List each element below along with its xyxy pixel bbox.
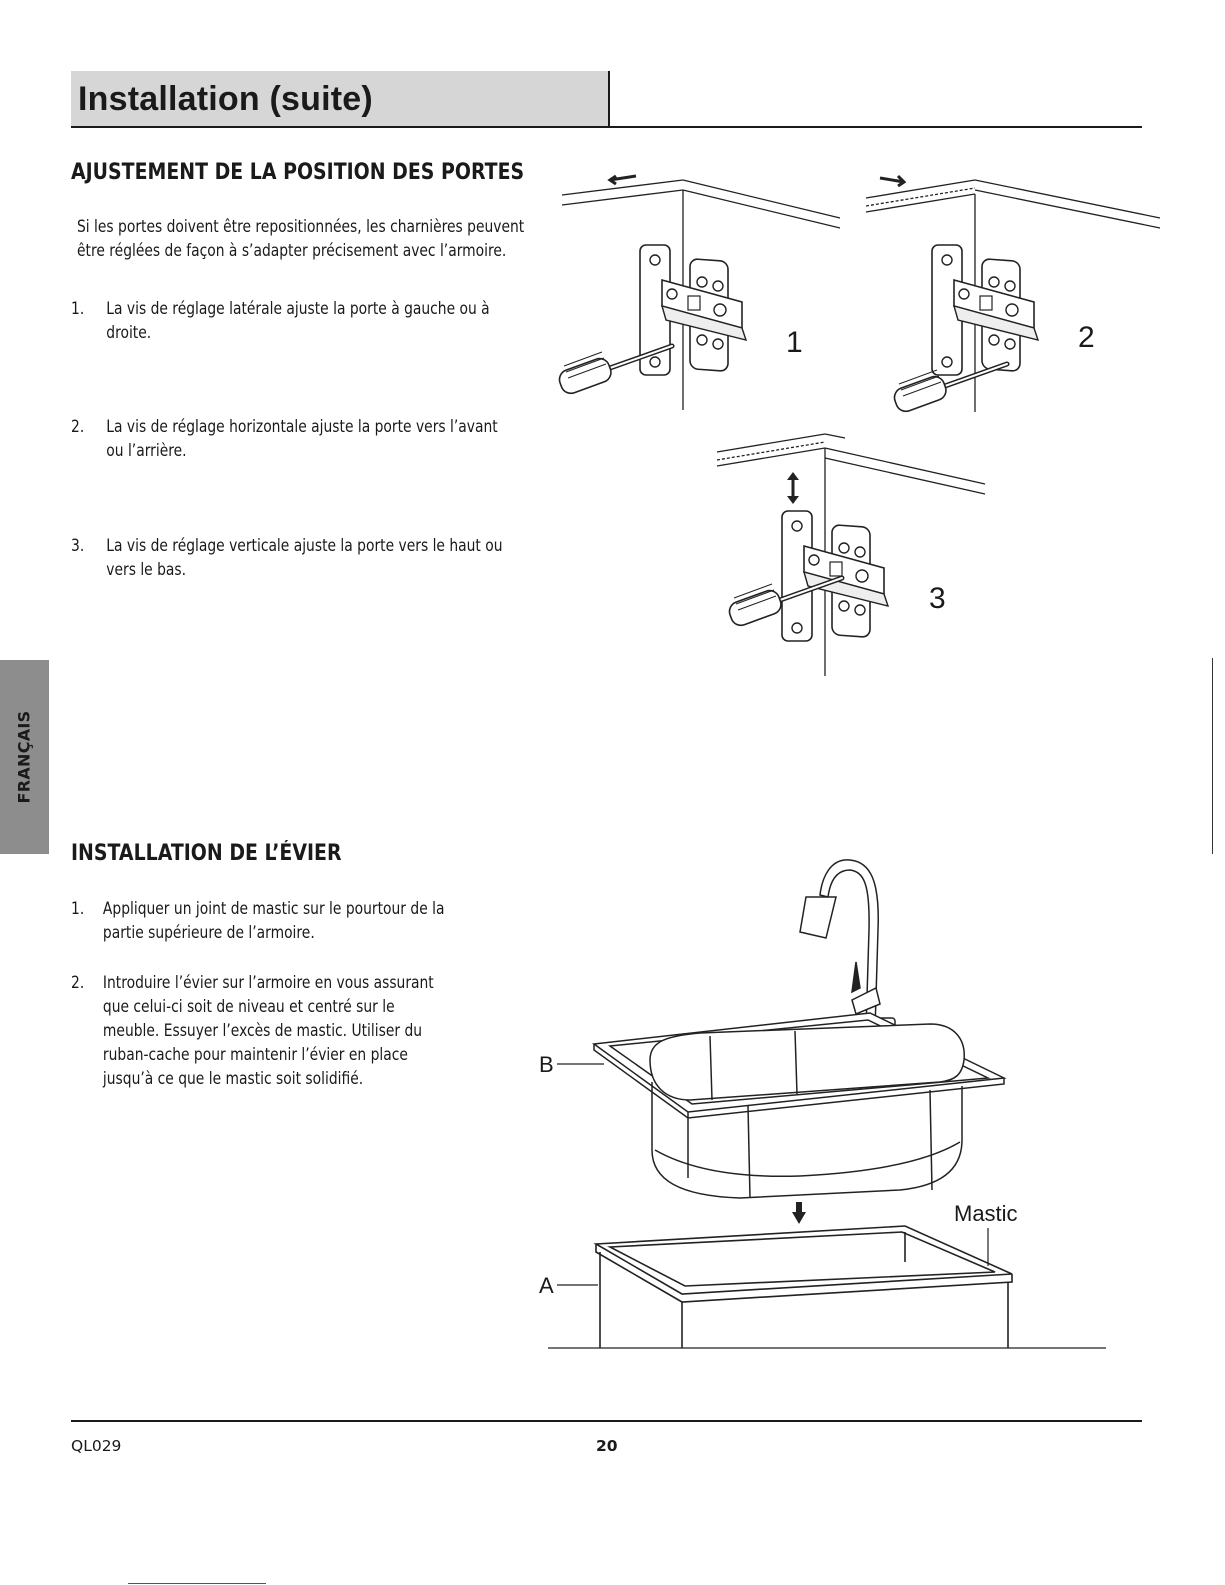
page-title: Installation (suite) <box>78 80 373 118</box>
step-line: partie supérieure de l’armoire. <box>102 923 315 942</box>
step-number: 1. <box>71 299 85 318</box>
step-number: 2. <box>71 417 85 436</box>
step-line: ruban-cache pour maintenir l’évier en place <box>102 1045 408 1064</box>
page-number: 20 <box>596 1437 618 1455</box>
step-line: que celui-ci soit de niveau et centré sur le <box>102 997 395 1016</box>
step-number: 2. <box>71 973 85 992</box>
footer-rule <box>71 1420 1142 1422</box>
step-line: meuble. Essuyer l’excès de mastic. Utiliser du <box>102 1021 423 1040</box>
step-line: Introduire l’évier sur l’armoire en vous assurant <box>102 973 434 992</box>
faucet <box>800 860 895 1032</box>
step-number: 1. <box>71 899 85 918</box>
label-b: B <box>539 1052 554 1077</box>
section-title-door-adjustment: AJUSTEMENT DE LA POSITION DES PORTES <box>71 160 525 185</box>
cabinet <box>548 1226 1106 1348</box>
label-a: A <box>539 1273 554 1298</box>
step-line: droite. <box>106 323 152 342</box>
label-mastic: Mastic <box>954 1201 1018 1226</box>
language-tab-label: FRANÇAIS <box>14 710 34 804</box>
step-number: 3. <box>71 536 85 555</box>
bottom-link-underline <box>128 1583 266 1584</box>
step-line: La vis de réglage verticale ajuste la porte vers le haut ou <box>106 536 503 555</box>
step-line: La vis de réglage horizontale ajuste la porte vers l’avant <box>106 417 498 436</box>
step-line: Appliquer un joint de mastic sur le pourtour de la <box>102 899 445 918</box>
step-line: jusqu’à ce que le mastic soit solidifié. <box>102 1069 364 1088</box>
door-intro-line-1: Si les portes doivent être repositionnées, les charnières peuvent <box>77 217 525 236</box>
step-line: vers le bas. <box>106 560 187 579</box>
sink <box>594 1013 1004 1198</box>
figure-label-1: 1 <box>786 326 803 359</box>
figure-label-2: 2 <box>1078 321 1095 354</box>
down-arrow-icon <box>792 1202 806 1224</box>
figure-label-3: 3 <box>929 582 946 615</box>
step-line: La vis de réglage latérale ajuste la porte à gauche ou à <box>106 299 490 318</box>
section-title-sink-installation: INSTALLATION DE L’ÉVIER <box>71 841 342 866</box>
door-intro-line-2: être réglées de façon à s’adapter précisement avec l’armoire. <box>77 241 507 260</box>
step-line: ou l’arrière. <box>106 441 187 460</box>
footer-model: QL029 <box>71 1437 122 1455</box>
